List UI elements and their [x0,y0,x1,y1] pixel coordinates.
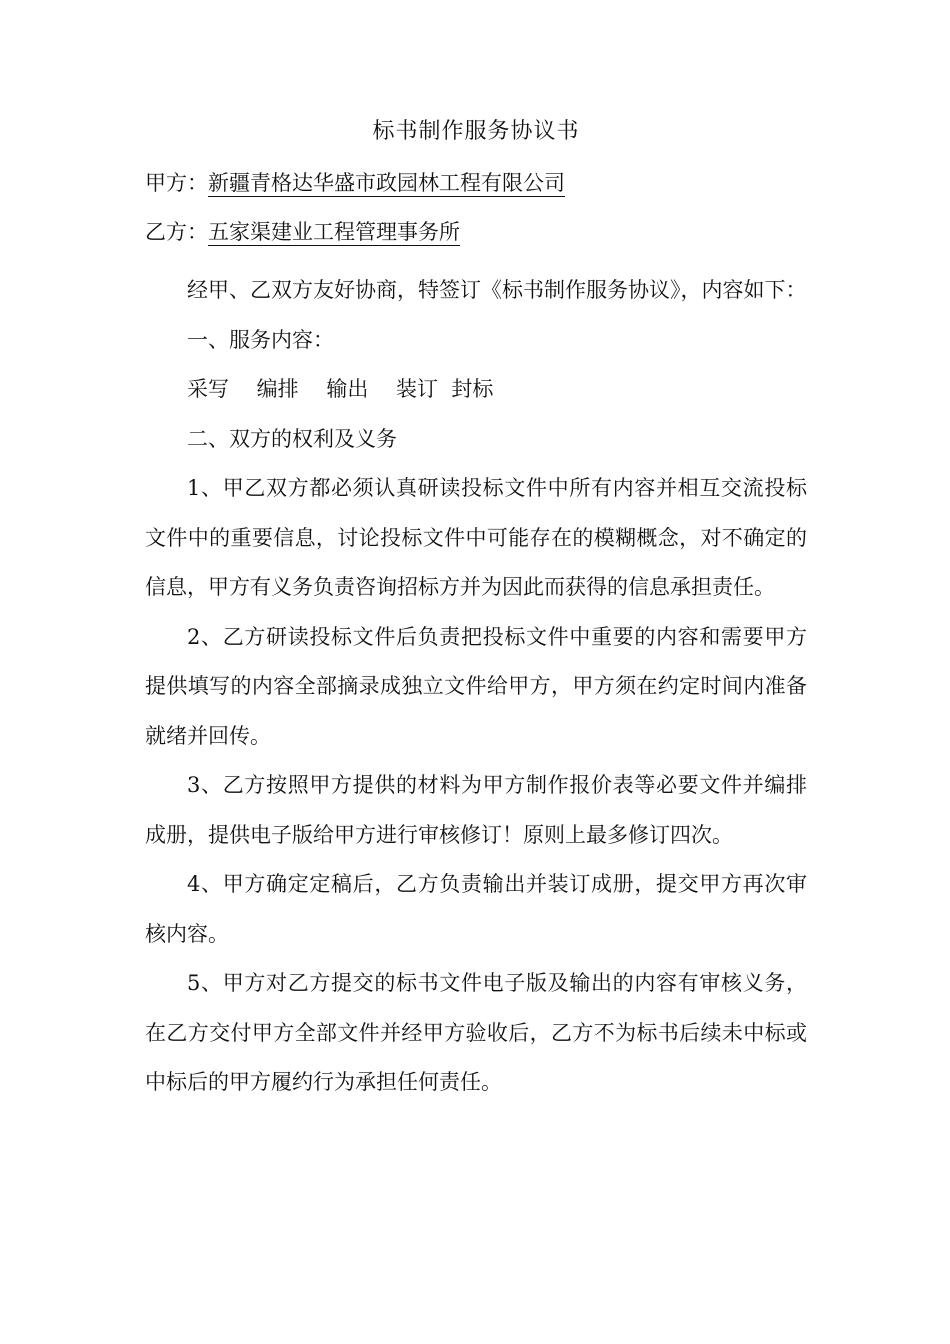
party-a-label: 甲方： [145,171,208,195]
clause-3: 3、乙方按照甲方提供的材料为甲方制作报价表等必要文件并编排成册，提供电子版给甲方进行审核修订！原则上最多修订四次。 [145,773,807,847]
section-1-heading: 一、服务内容： [187,327,334,352]
document-page [145,112,807,1108]
clause-5: 5、甲方对乙方提交的标书文件电子版及输出的内容有审核义务，在乙方交付甲方全部文件并经甲方验收后，乙方不为标书后续未中标或中标后的甲方履约行为承担任何责任。 [145,971,807,1094]
clause-4: 4、甲方确定定稿后，乙方负责输出并装订成册，提交甲方再次审核内容。 [145,872,807,946]
document-title: 标书制作服务协议书 [372,119,580,144]
party-a-line [145,168,807,200]
party-b-name: 五家渠建业工程管理事务所 [208,220,460,244]
party-b-line [145,217,807,249]
clause-1: 1、甲乙双方都必须认真研读投标文件中所有内容并相互交流投标文件中的重要信息，讨论投标文件中可能存在的模糊概念，对不确定的信息，甲方有义务负责咨询招标方并为因此而获得的信息承担责任。 [145,476,807,599]
section-2-heading: 二、双方的权利及义务 [187,426,397,451]
party-a-name: 新疆青格达华盛市政园林工程有限公司 [208,171,565,195]
intro-paragraph: 经甲、乙双方友好协商，特签订《标书制作服务协议》，内容如下： [187,278,807,302]
clause-2: 2、乙方研读投标文件后负责把投标文件中重要的内容和需要甲方提供填写的内容全部摘录成独立文件给甲方，甲方须在约定时间内准备就绪并回传。 [145,624,807,748]
services-list: 采写 编排 输出 装订 封标 [187,377,494,401]
party-b-label: 乙方： [145,220,208,244]
